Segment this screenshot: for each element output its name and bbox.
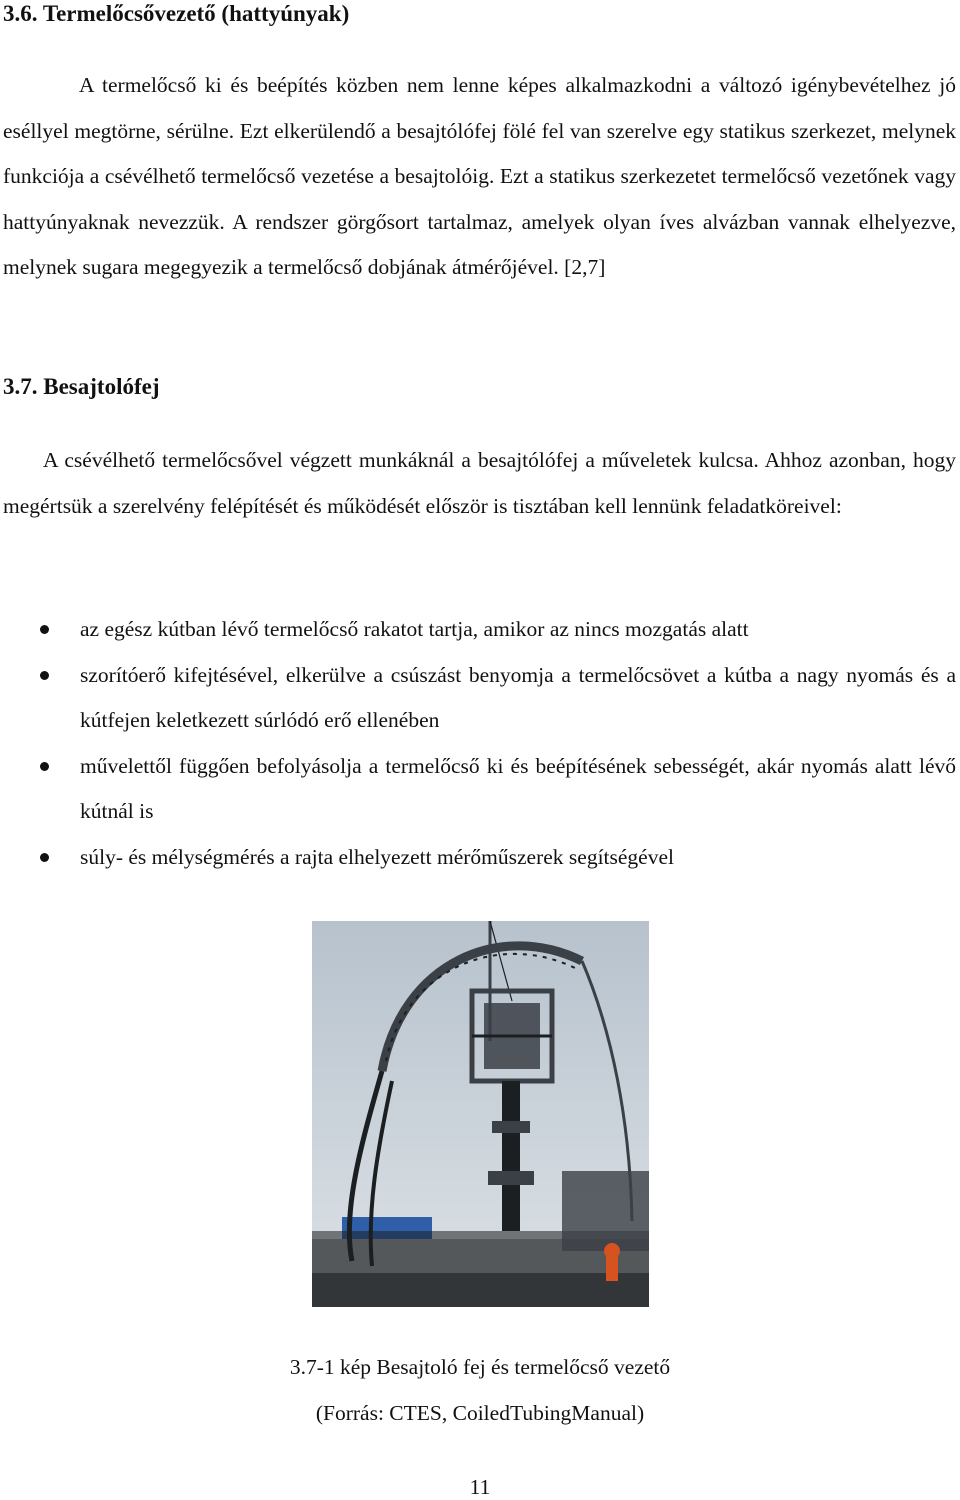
wellhead-valve-1 [492, 1121, 530, 1133]
worker [604, 1243, 620, 1259]
list-item [0, 653, 960, 744]
list-item-text: az egész kútban lévő termelőcső rakatot tartja, amikor az nincs mozgatás alatt [80, 617, 749, 641]
wellhead-valve-2 [488, 1171, 534, 1185]
ground-plate [312, 1273, 649, 1307]
page-number: 11 [469, 1475, 491, 1499]
injector-head-photo [312, 921, 649, 1307]
bullet-dot-icon [40, 853, 49, 862]
bullet-dot-icon [40, 762, 49, 771]
list-item-text: szorítóerő kifejtésével, elkerülve a csúszást benyomja a termelőcsövet a kútba a nagy nyomás és a kútfejen keletkezett súrlódó erő ellenében [80, 662, 956, 732]
figure-source: (Forrás: CTES, CoiledTubingManual) [315, 1401, 645, 1425]
task-bullet-list [0, 607, 960, 880]
section-3-6-paragraph: A termelőcső ki és beépítés közben nem lenne képes alkalmazkodni a változó igénybevételhez jó eséllyel megtörne, sérülne. Ezt elkerülendő a besajtólófej fölé fel van szerelve egy statikus szerkezet, melynek funkciója a csévélhető termelőcső vezetése a besajtolóig. Ezt a statikus szerkezetet termelőcső vezetőnek vagy hattyúnyaknak nevezzük. A rendszer görgősort tartalmaz, amelyek olyan íves alvázban vannak elhelyezve, melynek sugara megegyezik a termelőcső dobjának átmérőjével. [2,7] [3, 73, 956, 279]
list-item [0, 607, 960, 653]
worker-body [606, 1257, 618, 1281]
photo-illustration [312, 921, 649, 1307]
list-item [0, 835, 960, 881]
section-heading-3-6: 3.6. Termelőcsővezető (hattyúnyak) [3, 1, 350, 26]
rig-equipment [562, 1171, 649, 1251]
section-3-7-paragraph: A csévélhető termelőcsővel végzett munkáknál a besajtólófej a műveletek kulcsa. Ahhoz azonban, hogy megértsük a szerelvény felépítését és működését először is tisztában kell lennünk feladatköreivel: [3, 448, 956, 518]
wellhead-stack [502, 1081, 520, 1231]
list-item [0, 744, 960, 835]
list-item-text: művelettől függően befolyásolja a termelőcső ki és beépítésének sebességét, akár nyomás alatt lévő kútnál is [80, 753, 956, 823]
bullet-dot-icon [40, 671, 49, 680]
bullet-dot-icon [40, 625, 49, 634]
list-item-text: súly- és mélységmérés a rajta elhelyezett mérőműszerek segítségével [80, 844, 674, 869]
figure-caption: 3.7-1 kép Besajtoló fej és termelőcső vezető [289, 1355, 671, 1379]
section-heading-3-7: 3.7. Besajtolófej [3, 374, 160, 399]
